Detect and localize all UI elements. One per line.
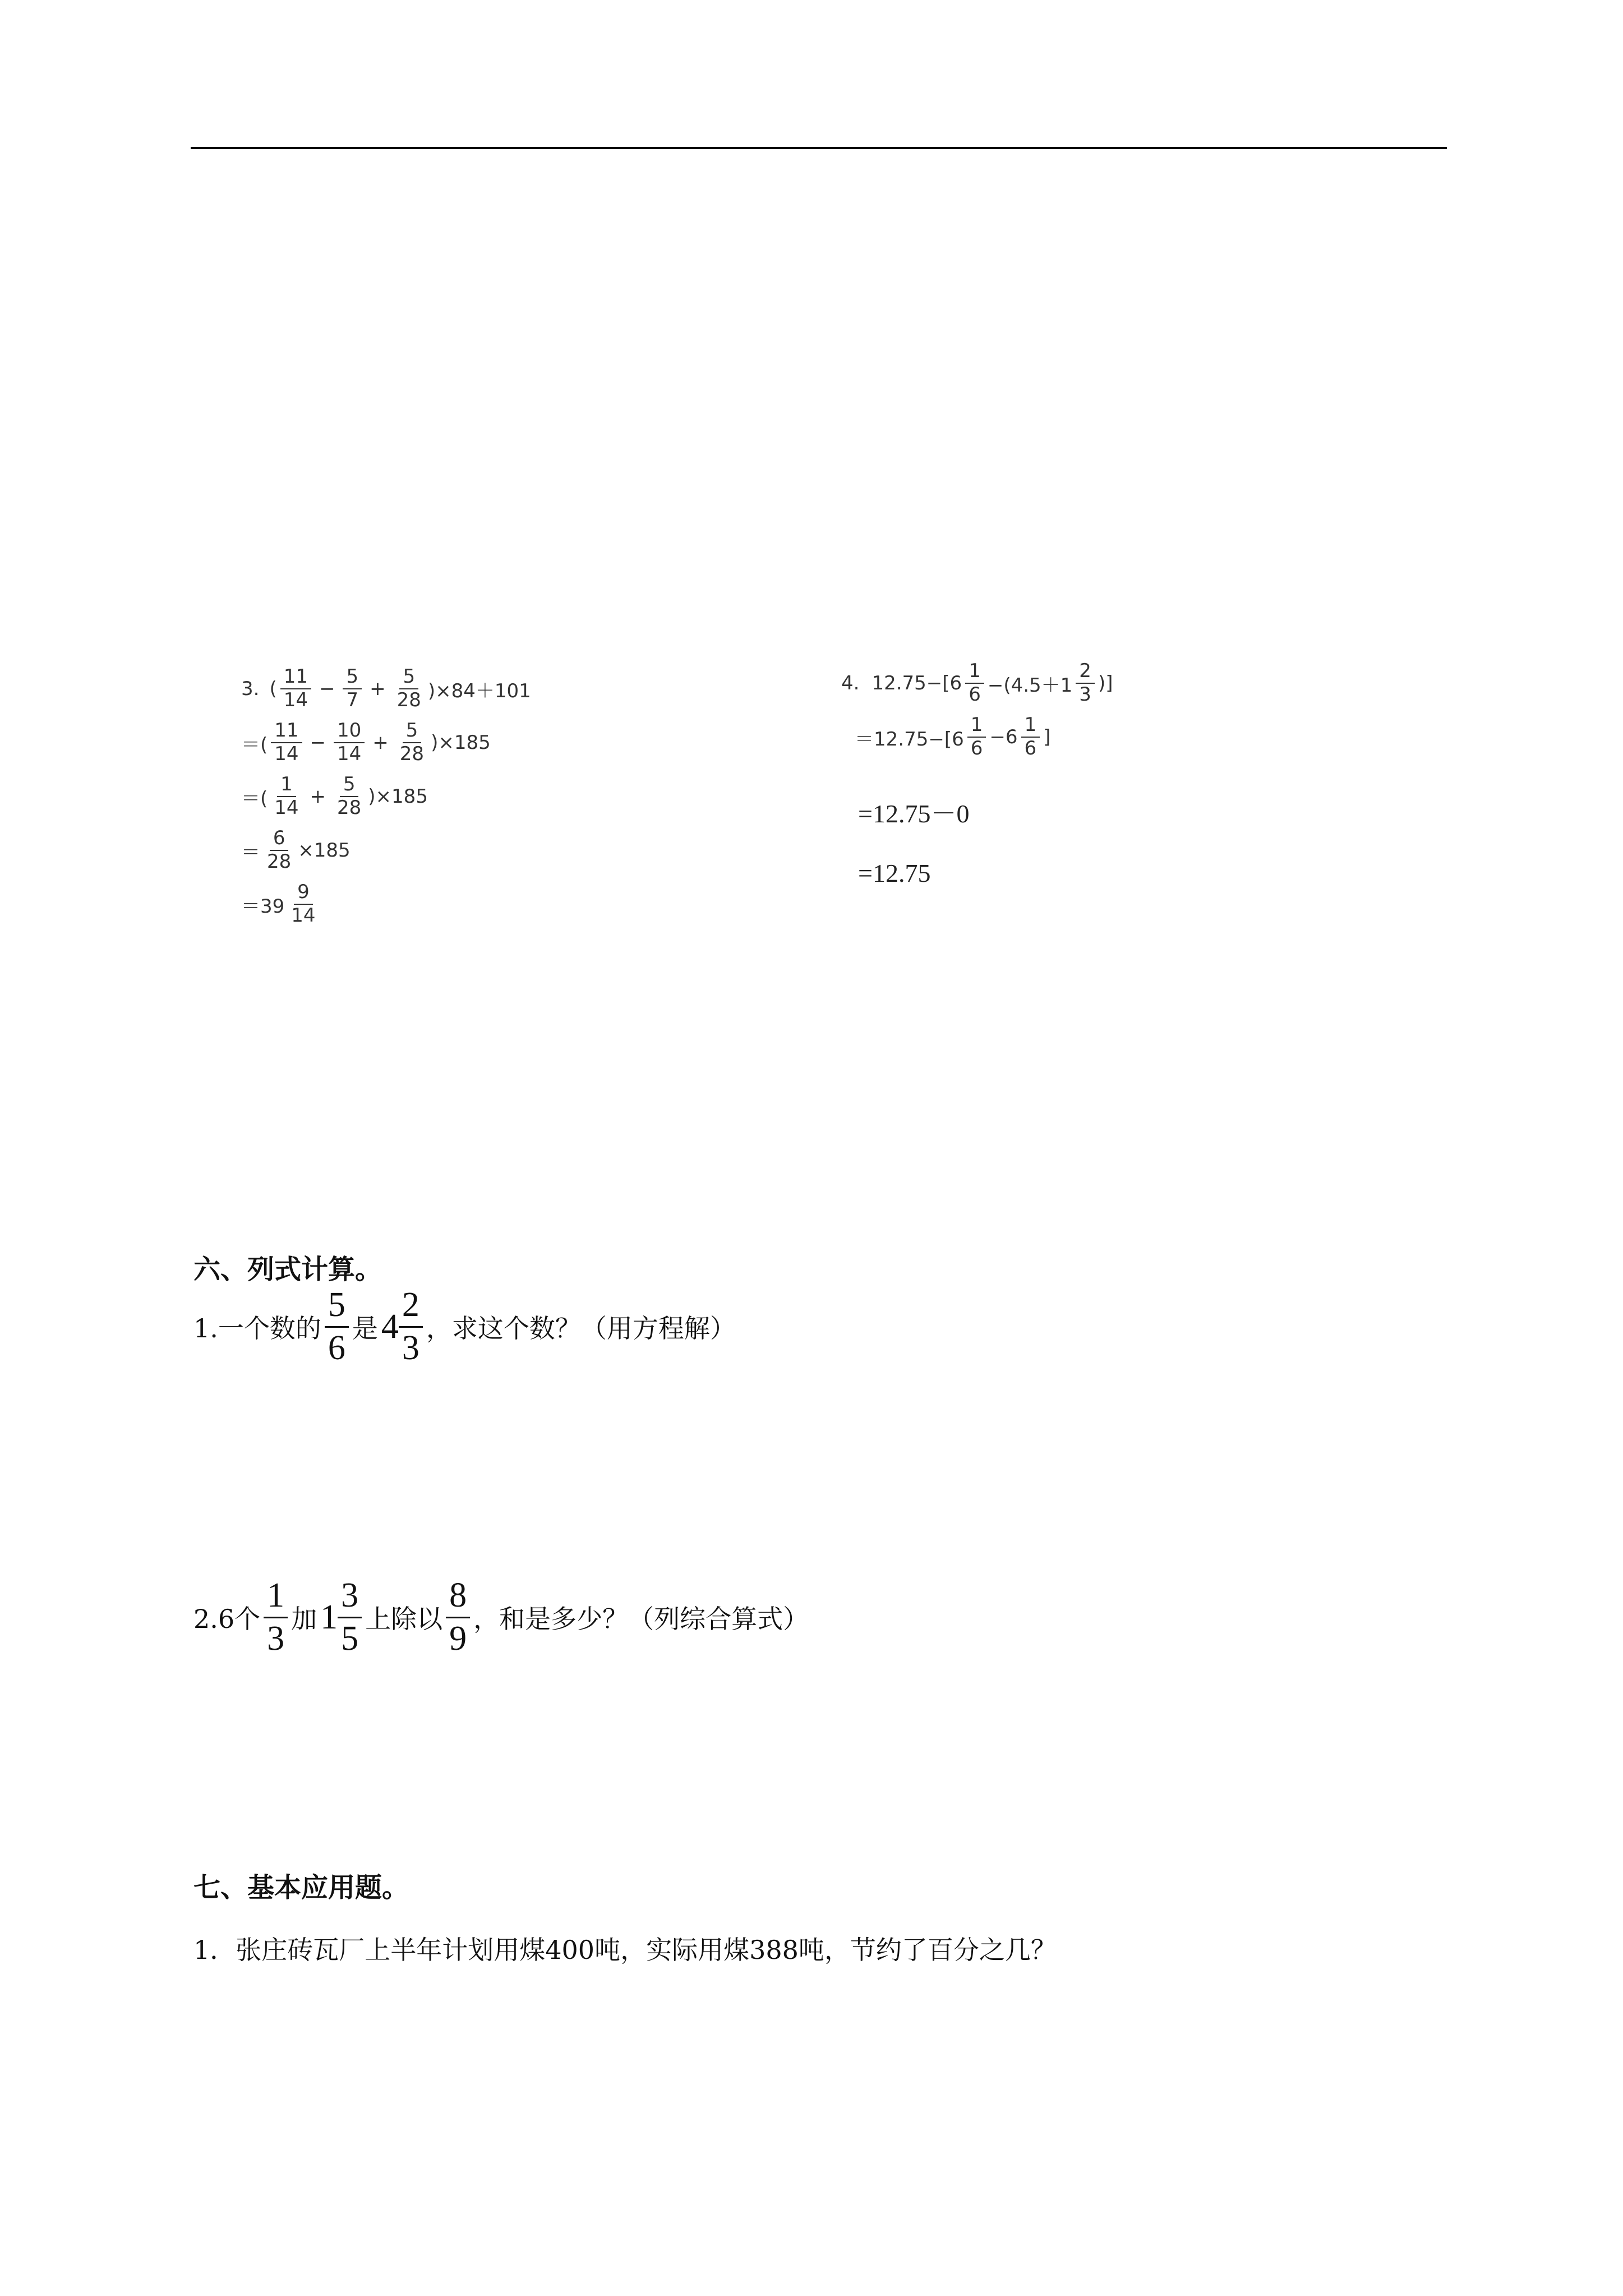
fraction: [325, 1287, 349, 1366]
expression-tail: )×185: [431, 731, 491, 754]
operator: +: [372, 731, 389, 754]
denominator: 14: [274, 797, 299, 819]
numerator: 6: [270, 829, 289, 851]
problem-4-solution: [841, 656, 1113, 764]
numerator: 5: [340, 775, 359, 797]
numerator: 10: [334, 721, 365, 743]
denominator: 28: [267, 850, 292, 873]
problem-4-line-3: =12.75－0: [858, 799, 970, 828]
expression-lead: ＝(: [241, 787, 268, 810]
denominator: 28: [399, 743, 425, 765]
fraction: [271, 721, 302, 764]
denominator: 5: [341, 1619, 359, 1658]
operator: −: [310, 731, 326, 754]
numerator: 1: [264, 1577, 288, 1618]
expression-lead: ＝: [241, 841, 260, 864]
whole-number: 1: [320, 1598, 338, 1636]
numerator: 2: [399, 1287, 423, 1327]
numerator: 3: [338, 1577, 362, 1618]
section-6-question-2: [193, 1575, 809, 1659]
numerator: 1: [277, 775, 296, 797]
denominator: 14: [291, 904, 316, 927]
numerator: 11: [280, 667, 311, 689]
question-text: 上除以: [365, 1604, 443, 1634]
denominator: 6: [970, 737, 983, 760]
question-text: 1.一个数的: [193, 1313, 321, 1343]
numerator: 9: [294, 882, 313, 905]
problem-3-solution: [241, 662, 531, 931]
section-7-heading: 七、基本应用题。: [193, 1872, 409, 1903]
fraction: [334, 721, 365, 764]
problem-3-line-4: [241, 823, 531, 877]
expression-lead: ＝(: [241, 733, 268, 756]
question-text: 加: [291, 1604, 317, 1634]
section-6-heading: 六、列式计算。: [193, 1254, 382, 1285]
fraction: [288, 882, 319, 926]
denominator: 6: [969, 683, 981, 706]
fraction: [967, 715, 986, 758]
problem-4-line-2: [841, 710, 1113, 764]
denominator: 9: [449, 1619, 467, 1658]
fraction: [338, 1577, 362, 1657]
fraction: [1076, 661, 1095, 705]
expression-tail: )×84＋101: [427, 679, 531, 702]
expression-tail: )×185: [368, 785, 428, 808]
question-text: ，求这个数？（用方程解）: [426, 1313, 736, 1343]
expression-tail: ]: [1043, 726, 1051, 748]
denominator: 14: [274, 743, 299, 765]
denominator: 28: [396, 689, 421, 711]
operator: −: [319, 678, 335, 700]
expression-mid: −(4.5＋1: [987, 674, 1073, 697]
fraction: [264, 829, 294, 872]
denominator: 14: [337, 743, 362, 765]
operator: +: [310, 785, 326, 808]
problem-3-line-3: [241, 770, 531, 823]
numerator: 2: [1076, 661, 1095, 684]
numerator: 5: [403, 721, 422, 743]
numerator: 5: [325, 1287, 349, 1327]
expression-lead: ＝39: [241, 895, 285, 918]
numerator: 8: [446, 1577, 470, 1618]
fraction: [446, 1577, 470, 1657]
denominator: 3: [267, 1619, 285, 1658]
numerator: 1: [967, 715, 986, 738]
fraction: [965, 661, 984, 705]
numerator: 5: [343, 667, 362, 689]
numerator: 1: [965, 661, 984, 684]
expression-lead: 12.75−[6: [872, 672, 962, 694]
fraction: [271, 775, 302, 818]
denominator: 6: [1024, 737, 1037, 760]
fraction: [1021, 715, 1040, 758]
section-7-question-1: 1．张庄砖瓦厂上半年计划用煤400吨，实际用煤388吨，节约了百分之几？: [193, 1935, 1057, 1965]
problem-label: 4.: [841, 672, 860, 694]
denominator: 3: [402, 1328, 419, 1367]
problem-3-line-1: [241, 662, 531, 716]
expression-tail: )]: [1098, 672, 1113, 694]
fraction: [280, 667, 311, 710]
denominator: 7: [346, 689, 359, 711]
denominator: 14: [283, 689, 308, 711]
question-text: 是: [352, 1313, 378, 1343]
paren-open: (: [269, 678, 277, 700]
fraction: [399, 1287, 423, 1366]
question-text: ，和是多少？（列综合算式）: [473, 1604, 809, 1634]
expression-tail: ×185: [298, 839, 351, 862]
numerator: 11: [271, 721, 302, 743]
header-rule: [191, 147, 1447, 149]
whole-number: 4: [381, 1307, 399, 1346]
denominator: 6: [328, 1328, 345, 1367]
denominator: 3: [1079, 683, 1091, 706]
fraction: [394, 667, 425, 710]
fraction: [334, 775, 365, 818]
section-6-question-1: [193, 1285, 736, 1369]
problem-4-line-1: [841, 656, 1113, 710]
fraction: [264, 1577, 288, 1657]
numerator: 1: [1021, 715, 1040, 738]
fraction: [343, 667, 362, 710]
numerator: 5: [399, 667, 418, 689]
denominator: 28: [337, 797, 362, 819]
question-text: 2.6个: [193, 1604, 261, 1634]
problem-3-line-5: [241, 877, 531, 931]
problem-4-line-4: =12.75: [858, 859, 931, 887]
expression-lead: ＝12.75−[6: [855, 728, 964, 751]
fraction: [396, 721, 427, 764]
expression-mid: −6: [989, 726, 1018, 748]
problem-label: 3.: [241, 678, 260, 700]
problem-3-line-2: [241, 716, 531, 770]
operator: +: [370, 678, 386, 700]
